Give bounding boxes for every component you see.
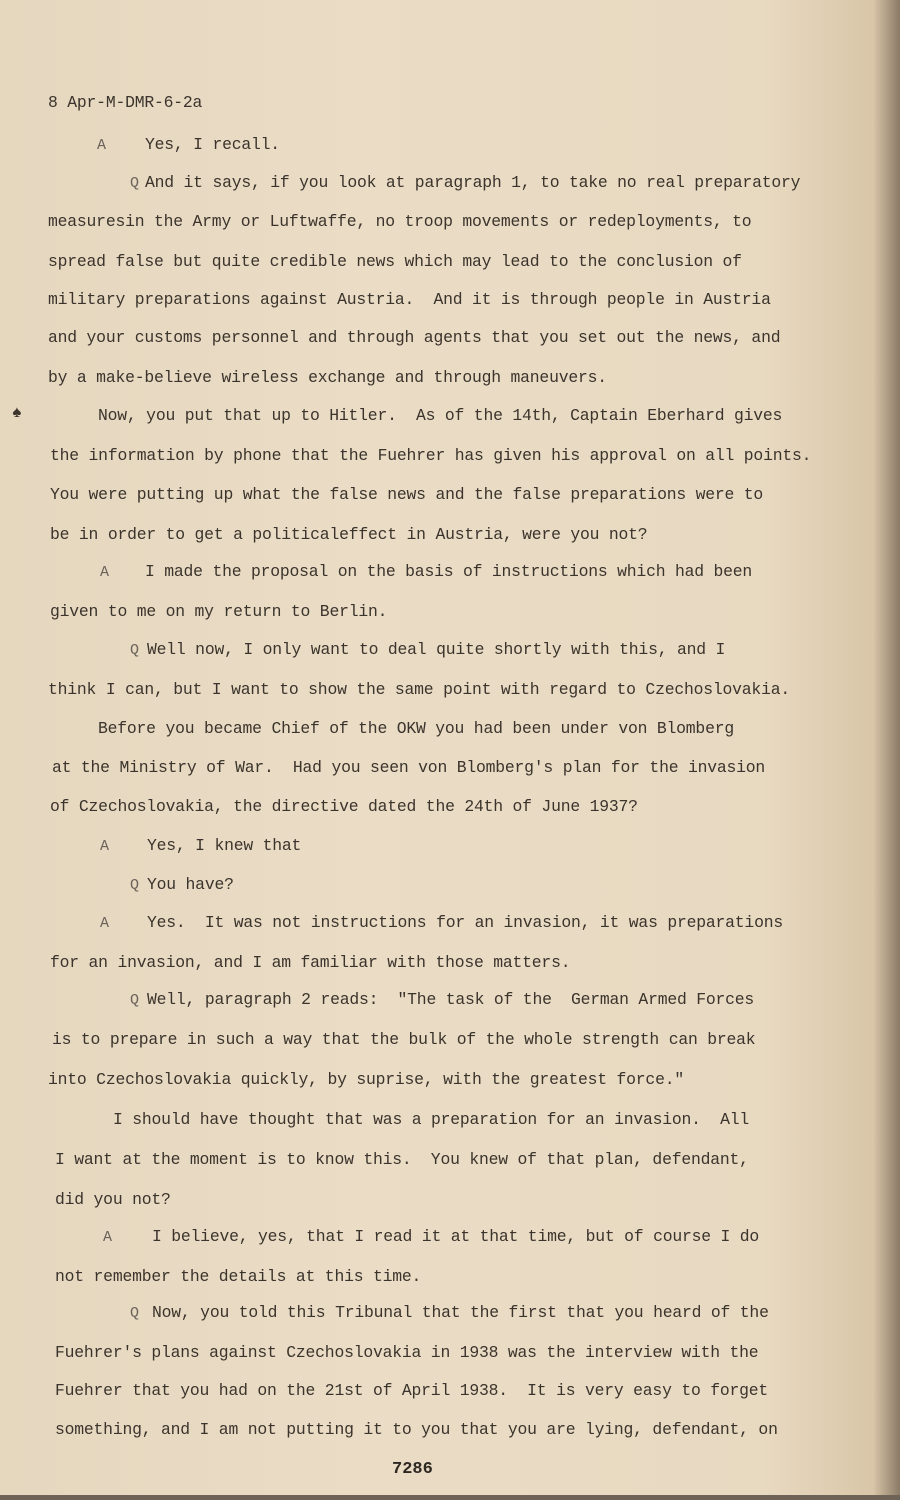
page-edge: [0, 1495, 900, 1500]
speaker-label: Q: [130, 1305, 140, 1322]
speaker-label: Q: [130, 175, 140, 192]
document-reference: 8 Apr-M-DMR-6-2a: [48, 93, 203, 112]
transcript-line: You were putting up what the false news and the false preparations were to: [50, 485, 764, 504]
transcript-line: measuresin the Army or Luftwaffe, no troop movements or redeployments, to: [48, 212, 752, 231]
speaker-label: A: [100, 838, 110, 855]
speaker-label: A: [100, 915, 110, 932]
transcript-line: for an invasion, and I am familiar with those matters.: [50, 953, 571, 972]
transcript-line: spread false but quite credible news which may lead to the conclusion of: [48, 252, 742, 271]
speaker-label: A: [103, 1229, 113, 1246]
transcript-line: Fuehrer's plans against Czechoslovakia in 1938 was the interview with the: [55, 1343, 759, 1362]
transcript-line: Well, paragraph 2 reads: "The task of the German Armed Forces: [147, 990, 755, 1009]
transcript-line: be in order to get a politicaleffect in Austria, were you not?: [50, 525, 648, 544]
transcript-line: I believe, yes, that I read it at that time, but of course I do: [152, 1227, 760, 1246]
transcript-line: at the Ministry of War. Had you seen von Blomberg's plan for the invasion: [52, 758, 766, 777]
transcript-line: think I can, but I want to show the same point with regard to Czechoslovakia.: [48, 680, 790, 699]
transcript-line: something, and I am not putting it to you that you are lying, defendant, on: [55, 1420, 778, 1439]
transcript-line: not remember the details at this time.: [55, 1267, 422, 1286]
transcript-line: the information by phone that the Fuehrer has given his approval on all points.: [50, 446, 812, 465]
transcript-line: given to me on my return to Berlin.: [50, 602, 388, 621]
margin-mark: ♠: [12, 404, 22, 422]
transcript-line: and your customs personnel and through agents that you set out the news, and: [48, 328, 781, 347]
speaker-label: Q: [130, 992, 140, 1009]
transcript-line: I made the proposal on the basis of instructions which had been: [145, 562, 753, 581]
transcript-line: Yes, I knew that: [147, 836, 302, 855]
transcript-line: military preparations against Austria. And it is through people in Austria: [48, 290, 771, 309]
speaker-label: Q: [130, 877, 140, 894]
transcript-line: I should have thought that was a preparation for an invasion. All: [113, 1110, 749, 1129]
transcript-line: Yes. It was not instructions for an invasion, it was preparations: [147, 913, 783, 932]
speaker-label: A: [97, 137, 107, 154]
transcript-line: Yes, I recall.: [145, 135, 280, 154]
transcript-line: Now, you put that up to Hitler. As of the 14th, Captain Eberhard gives: [98, 406, 783, 425]
transcript-line: Now, you told this Tribunal that the first that you heard of the: [152, 1303, 769, 1322]
transcript-line: into Czechoslovakia quickly, by suprise, with the greatest force.": [48, 1070, 684, 1089]
transcript-line: of Czechoslovakia, the directive dated the 24th of June 1937?: [50, 797, 638, 816]
transcript-line: by a make-believe wireless exchange and through maneuvers.: [48, 368, 607, 387]
transcript-line: Before you became Chief of the OKW you had been under von Blomberg: [98, 719, 734, 738]
transcript-line: You have?: [147, 875, 234, 894]
transcript-line: Well now, I only want to deal quite shortly with this, and I: [147, 640, 726, 659]
page-number: 7286: [392, 1460, 433, 1479]
transcript-line: Fuehrer that you had on the 21st of April 1938. It is very easy to forget: [55, 1381, 769, 1400]
speaker-label: Q: [130, 642, 140, 659]
transcript-line: did you not?: [55, 1190, 171, 1209]
speaker-label: A: [100, 564, 110, 581]
transcript-line: I want at the moment is to know this. You knew of that plan, defendant,: [55, 1150, 749, 1169]
transcript-line: And it says, if you look at paragraph 1, to take no real preparatory: [145, 173, 801, 192]
transcript-line: is to prepare in such a way that the bulk of the whole strength can break: [52, 1030, 756, 1049]
